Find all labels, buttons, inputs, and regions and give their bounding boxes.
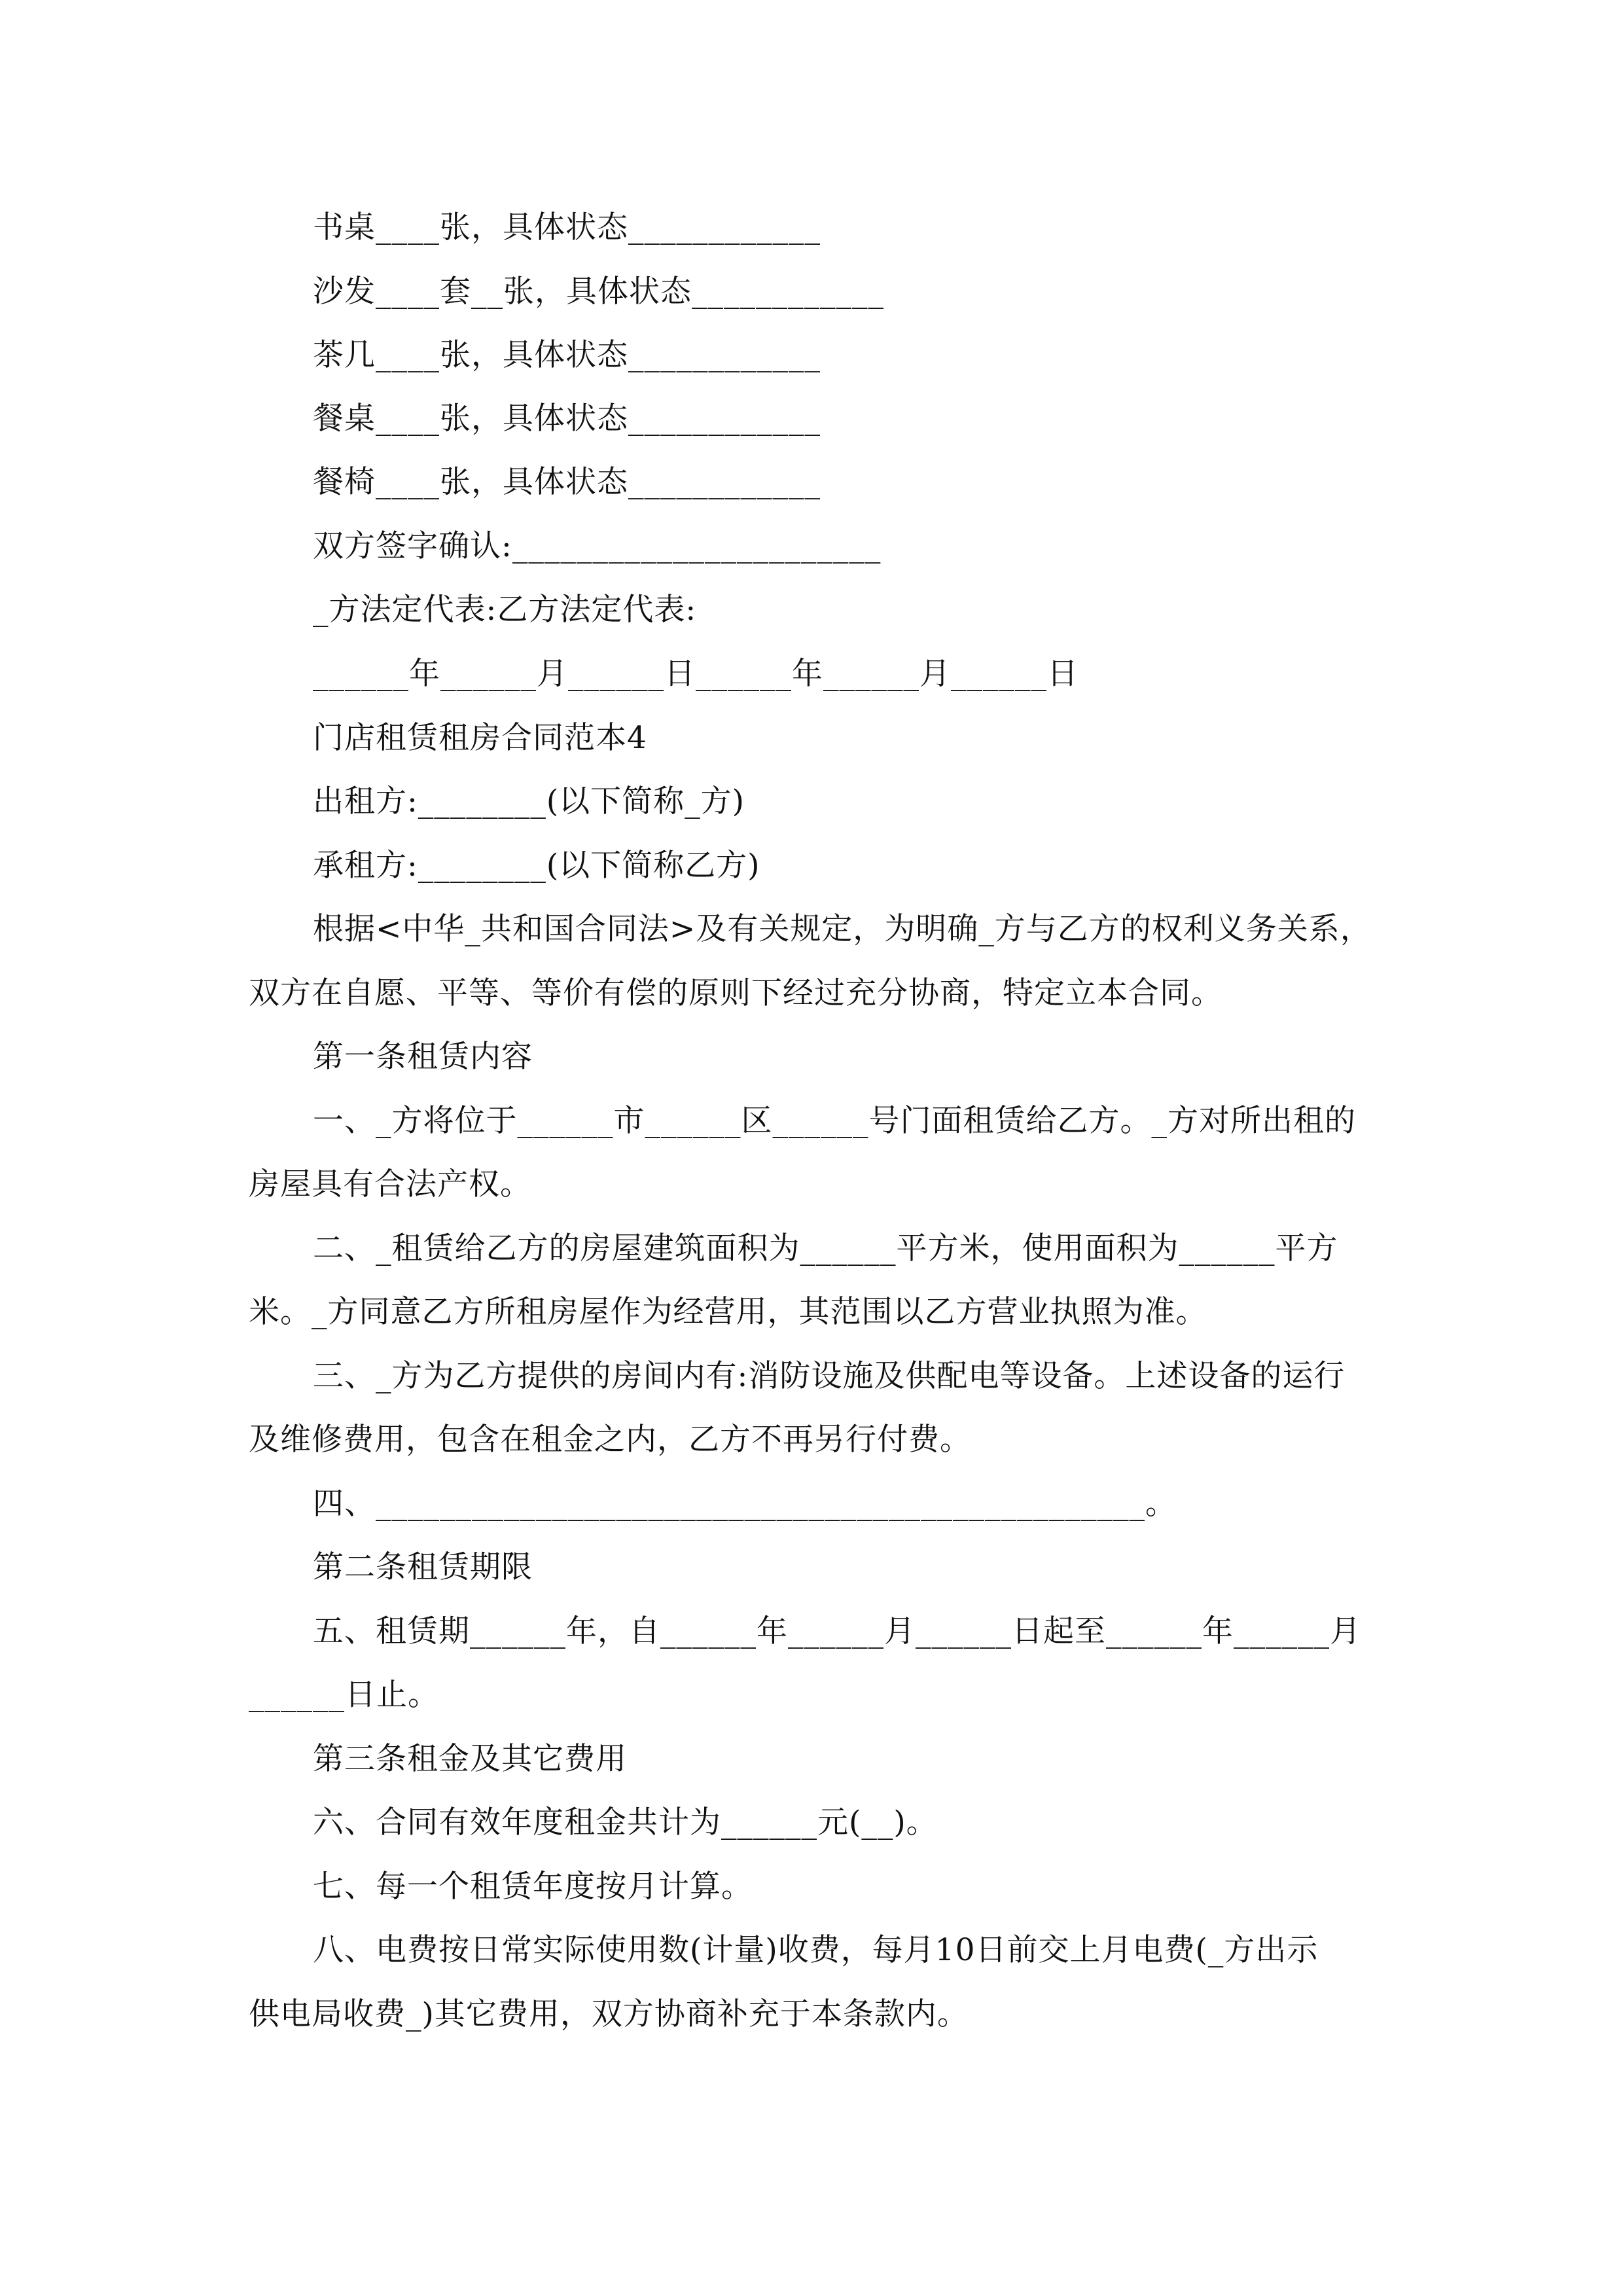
clause-5-line-2: ______日止。 — [249, 1677, 439, 1713]
furniture-dining-chair-line: 餐椅____张，具体状态____________ — [313, 464, 821, 500]
signature-confirm-line: 双方签字确认:_______________________ — [313, 528, 882, 564]
article-3-heading: 第三条租金及其它费用 — [313, 1741, 627, 1777]
clause-2-line-1: 二、_租赁给乙方的房屋建筑面积为______平方米，使用面积为______平方 — [313, 1230, 1338, 1266]
clause-2-line-2: 米。_方同意乙方所租房屋作为经营用，其范围以乙方营业执照为准。 — [249, 1294, 1207, 1330]
clause-1-line-1: 一、_方将位于______市______区______号门面租赁给乙方。_方对所出租的 — [313, 1103, 1356, 1139]
furniture-desk-line: 书桌____张，具体状态____________ — [313, 209, 821, 245]
preamble-line-1: 根据<中华_共和国合同法>及有关规定，为明确_方与乙方的权利义务关系， — [313, 911, 1372, 947]
preamble-line-2: 双方在自愿、平等、等价有偿的原则下经过充分协商，特定立本合同。 — [249, 975, 1222, 1011]
clause-7-line: 七、每一个租赁年度按月计算。 — [313, 1869, 753, 1905]
furniture-sofa-line: 沙发____套__张，具体状态____________ — [313, 274, 884, 310]
lessor-line: 出租方:________(以下简称_方) — [313, 783, 745, 819]
furniture-dining-table-line: 餐桌____张，具体状态____________ — [313, 401, 821, 437]
contract-title: 门店租赁租房合同范本4 — [313, 720, 647, 756]
clause-5-line-1: 五、租赁期______年，自______年______月______日起至______年______月 — [313, 1613, 1361, 1649]
clause-4-line: 四、________________________________________________。 — [313, 1486, 1177, 1522]
article-1-heading: 第一条租赁内容 — [313, 1039, 533, 1075]
clause-8-line-1: 八、电费按日常实际使用数(计量)收费，每月10日前交上月电费(_方出示 — [313, 1932, 1319, 1968]
legal-representatives-line: _方法定代表:乙方法定代表: — [313, 592, 697, 628]
lessee-line: 承租方:________(以下简称乙方) — [313, 848, 760, 884]
clause-6-line: 六、合同有效年度租金共计为______元(__)。 — [313, 1804, 938, 1840]
clause-8-line-2: 供电局收费_)其它费用，双方协商补充于本条款内。 — [249, 1996, 969, 2032]
clause-3-line-2: 及维修费用，包含在租金之内，乙方不再另行付费。 — [249, 1422, 971, 1458]
clause-1-line-2: 房屋具有合法产权。 — [249, 1166, 531, 1202]
signing-dates-line: ______年______月______日______年______月______日 — [313, 656, 1079, 692]
clause-3-line-1: 三、_方为乙方提供的房间内有:消防设施及供配电等设备。上述设备的运行 — [313, 1358, 1346, 1394]
furniture-tea-table-line: 茶几____张，具体状态____________ — [313, 337, 821, 373]
article-2-heading: 第二条租赁期限 — [313, 1549, 533, 1585]
